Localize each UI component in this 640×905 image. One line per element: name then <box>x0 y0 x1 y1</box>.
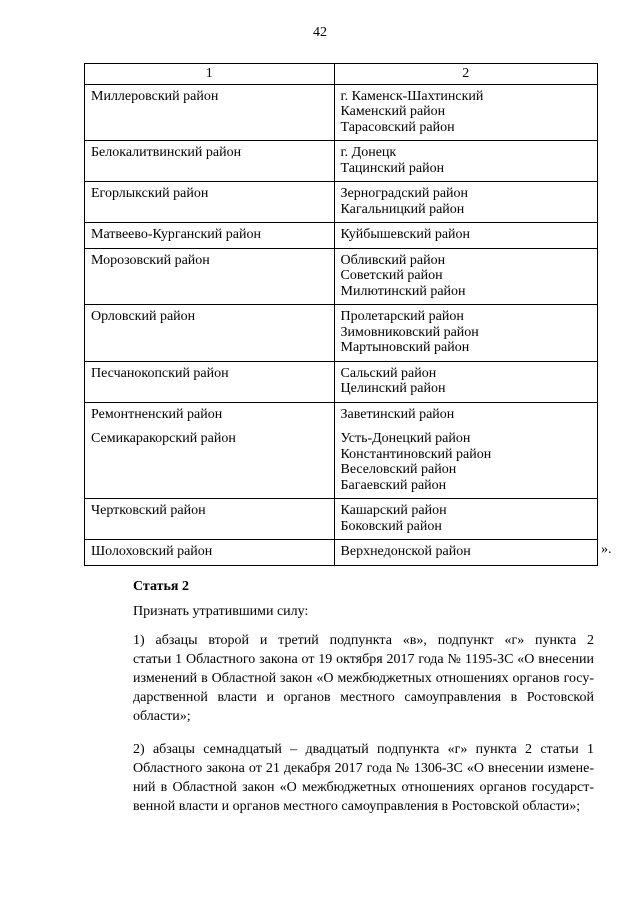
column-header-2: 2 <box>334 64 597 85</box>
table-row <box>85 182 598 223</box>
table-row <box>85 402 598 425</box>
assigned-districts-cell <box>334 540 597 566</box>
table-row <box>85 425 598 499</box>
assigned-districts-cell <box>334 425 597 499</box>
assigned-district: Верхнедонской район <box>340 544 471 559</box>
district-cell: Семикаракорский район <box>85 425 335 499</box>
assigned-district: Каменский район <box>340 104 446 119</box>
district-cell: Орловский район <box>85 305 335 362</box>
assigned-districts-cell <box>334 305 597 362</box>
table-body <box>85 84 598 565</box>
assigned-district: г. Донецк <box>340 145 397 160</box>
district-cell: Ремонтненский район <box>85 402 335 425</box>
district-cell: Миллеровский район <box>85 84 335 141</box>
assigned-district: Боковский район <box>340 518 442 534</box>
table-row <box>85 361 598 402</box>
regions-table <box>84 63 598 566</box>
paragraph-line: изменений в Областной закон «О межбюджетных отношениях органов госу- <box>133 671 594 686</box>
assigned-district: Целинский район <box>340 381 446 396</box>
assigned-district: Веселовский район <box>340 462 457 477</box>
paragraph-line: статьи 1 Областного закона от 19 октября 2017 года № 1195-ЗС «О внесении <box>133 652 594 667</box>
page-number: 42 <box>313 25 327 40</box>
district-cell: Матвеево-Курганский район <box>85 223 335 249</box>
assigned-district: Милютинский район <box>340 283 466 299</box>
assigned-districts-cell <box>334 223 597 249</box>
table-row <box>85 499 598 540</box>
article-item-2 <box>102 740 594 816</box>
assigned-district: Усть-Донецкий район <box>340 431 471 446</box>
district-cell: Шолоховский район <box>85 540 335 566</box>
assigned-district: Тарасовский район <box>340 119 455 135</box>
assigned-district: Пролетарский район <box>340 309 464 324</box>
closing-quote-mark: ». <box>601 542 612 557</box>
assigned-districts-cell <box>334 248 597 305</box>
assigned-district: Сальский район <box>340 365 437 381</box>
paragraph-line: области»; <box>133 709 191 724</box>
district-cell: Белокалитвинский район <box>85 141 335 182</box>
assigned-districts-cell <box>334 141 597 182</box>
paragraph-line: ний в Областной закон «О межбюджетных отношениях органов государст- <box>133 780 594 795</box>
assigned-district: Зерноградский район <box>340 186 469 201</box>
assigned-district: Советский район <box>340 268 443 283</box>
district-cell: Егорлыкский район <box>85 182 335 223</box>
assigned-districts-cell <box>334 361 597 402</box>
table-row <box>85 305 598 362</box>
table-row <box>85 223 598 249</box>
assigned-district: Тацинский район <box>340 160 445 176</box>
paragraph-line: дарственной власти и органов местного самоуправления в Ростовской <box>133 690 594 705</box>
assigned-district: Константиновский район <box>340 446 492 462</box>
article-heading: Статья 2 <box>133 579 189 594</box>
assigned-district: Зимовниковский район <box>340 324 479 340</box>
article-item-1 <box>102 631 594 726</box>
assigned-district: Багаевский район <box>340 477 447 493</box>
assigned-district: Куйбышевский район <box>340 227 471 242</box>
assigned-district: Обливский район <box>340 252 446 268</box>
paragraph-line: венной власти и органов местного самоуправления в Ростовской области»; <box>133 799 581 814</box>
column-header-1: 1 <box>85 64 335 85</box>
district-cell: Песчанокопский район <box>85 361 335 402</box>
paragraph-line: 1) абзацы второй и третий подпункта «в», подпункт «г» пункта 2 <box>133 633 594 648</box>
article-intro: Признать утратившими силу: <box>133 604 309 619</box>
table-row <box>85 248 598 305</box>
assigned-districts-cell <box>334 84 597 141</box>
assigned-districts-cell <box>334 402 597 425</box>
assigned-district: Кашарский район <box>340 503 447 518</box>
district-cell: Морозовский район <box>85 248 335 305</box>
assigned-districts-cell <box>334 499 597 540</box>
table-row <box>85 141 598 182</box>
table-row <box>85 540 598 566</box>
table-row <box>85 84 598 141</box>
assigned-district: Мартыновский район <box>340 340 470 355</box>
assigned-district: Кагальницкий район <box>340 201 465 217</box>
paragraph-line: 2) абзацы семнадцатый – двадцатый подпункта «г» пункта 2 статьи 1 <box>133 742 594 757</box>
table-header-row <box>85 64 598 85</box>
assigned-district: Заветинский район <box>340 406 455 422</box>
district-cell: Чертковский район <box>85 499 335 540</box>
assigned-district: г. Каменск-Шахтинский <box>340 88 484 104</box>
assigned-districts-cell <box>334 182 597 223</box>
paragraph-line: Областного закона от 21 декабря 2017 года № 1306-ЗС «О внесении измене- <box>133 761 594 776</box>
